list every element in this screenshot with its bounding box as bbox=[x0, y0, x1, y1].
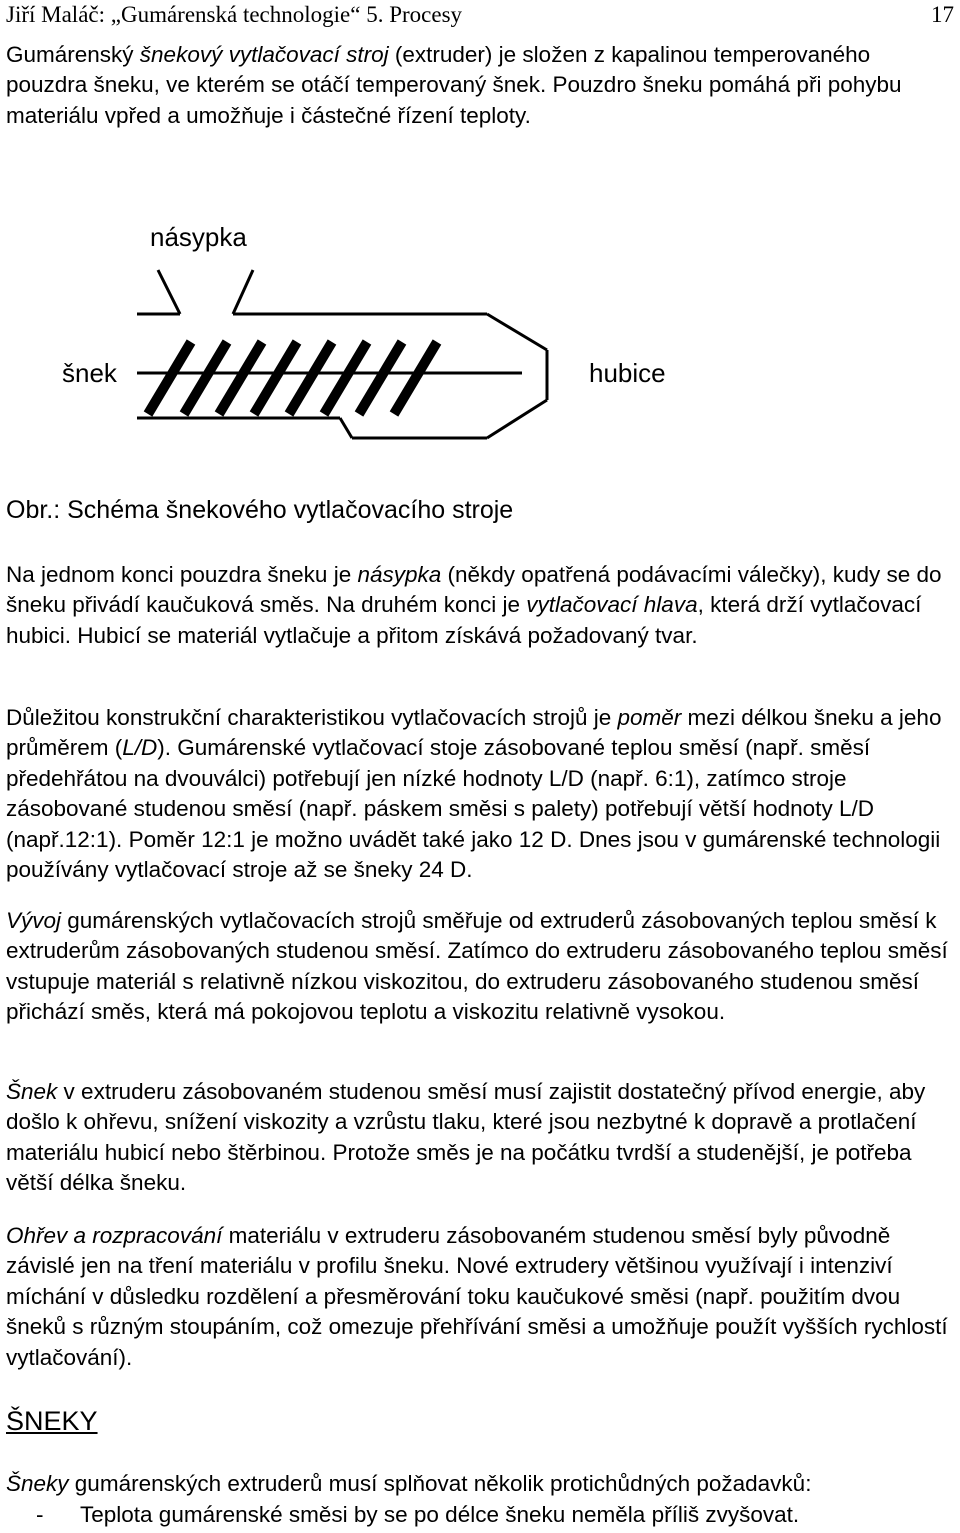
p2-text: mezi délkou šneku a jeho průměrem ( bbox=[6, 705, 942, 761]
p1-text: Na jednom konci pouzdra šneku je bbox=[6, 562, 358, 587]
p1-emphasis-head: vytlačovací hlava bbox=[526, 592, 698, 618]
intro-emphasis-extruder: šnekový vytlačovací stroj bbox=[139, 42, 389, 67]
paragraph-ld-ratio bbox=[6, 703, 954, 885]
p5-text: materiálu v extruderu zásobovaném studenou směsí byly původně závislé jen na tření materiálu v profilu šneku. Nové extrudery většinou využívají i intenziví míchání v důsledku rozdělení a přesměrování toku kaučukové směsi (např. použitím dvou šneků s různým stoupáním, což omezuje přehřívání směsi a umožňuje použít vyšších rychlostí vytlačování). bbox=[6, 1223, 948, 1370]
paragraph-screw-energy bbox=[6, 1077, 954, 1199]
p2-text: ). Gumárenské vytlačovací stoje zásobované teplou směsí (např. směsí předehřátou na dvouválci) potřebují jen nízké hodnoty L/D (např. 6:1), zatímco stroje zásobované studenou směsí (např. páskem směsi s palety) potřebují větší hodnoty L/D (např.12:1). Poměr 12:1 je možno uvádět také jako 12 D. Dnes jsou v gumárenské technologii používány vytlačovací stroje až se šneky 24 D. bbox=[6, 735, 941, 883]
p1-text: , která drží vytlačovací hubici. Hubicí se materiál vytlačuje a přitom získává požadovaný tvar. bbox=[6, 592, 922, 648]
die-top-taper bbox=[487, 314, 547, 350]
p2-emphasis-ratio: poměr bbox=[617, 705, 682, 730]
page-number: 17 bbox=[931, 2, 954, 27]
figure-caption: Obr.: Schéma šnekového vytlačovacího stroje bbox=[6, 496, 514, 524]
header-title: Jiří Maláč: „Gumárenská technologie“ 5. Procesy bbox=[6, 2, 463, 27]
p4-text: v extruderu zásobovaném studenou směsí musí zajistit dostatečný přívod energie, aby došlo k ohřevu, snížení viskozity a vzrůstu tlaku, které jsou nezbytné k dopravě a protlačení materiálu hubicí nebo štěrbinou. Protože směs je na počátku tvrdší a studenější, je potřeba větší délka šneku. bbox=[6, 1079, 926, 1196]
hopper-right-wall bbox=[233, 270, 253, 314]
p5-emphasis-heating: Ohřev a rozpracování bbox=[6, 1223, 223, 1248]
intro-text-2: (extruder) je složen z kapalinou temperovaného pouzdra šneku, ve kterém se otáčí temperovaný šnek. Pouzdro šneku pomáhá při pohybu materiálu vpřed a umožňuje i částečné řízení teploty. bbox=[6, 42, 902, 128]
paragraph-development bbox=[6, 906, 954, 1028]
hopper-left-wall bbox=[158, 270, 180, 314]
bullet-text: Teplota gumárenské směsi by se po délce šneku neměla příliš zvyšovat. bbox=[80, 1502, 800, 1527]
label-die: hubice bbox=[589, 358, 666, 388]
p6-emphasis-screws: Šneky bbox=[6, 1471, 69, 1496]
paragraph-hopper-die bbox=[6, 560, 954, 651]
p1-emphasis-hopper: násypka bbox=[357, 562, 442, 587]
p1-text: (někdy opatřená podávacími válečky), kudy se do šneku přivádí kaučuková směs. Na druhém konci je bbox=[6, 562, 942, 618]
paragraph-heating bbox=[6, 1221, 954, 1373]
intro-paragraph bbox=[6, 40, 954, 131]
label-screw: šnek bbox=[62, 358, 117, 388]
label-hopper: násypka bbox=[150, 222, 247, 252]
section-heading: ŠNEKY bbox=[6, 1406, 98, 1436]
extruder-diagram bbox=[0, 200, 960, 490]
barrel-bottom-step bbox=[340, 418, 352, 438]
die-bottom-taper bbox=[487, 400, 547, 438]
intro-text-1: Gumárenský bbox=[6, 42, 140, 67]
p3-emphasis-development: Vývoj bbox=[6, 908, 62, 933]
p3-text: gumárenských vytlačovacích strojů směřuje od extruderů zásobovaných teplou směsí k extruderům zásobovaných studenou směsí. Zatímco do extruderu zásobovaného teplou směsí vstupuje materiál s relativně nízkou viskozitou, do extruderu zásobovaného studenou směsí přichází směs, která má pokojovou teplotu a viskozitu relativně vysokou. bbox=[6, 908, 948, 1025]
p2-text: Důležitou konstrukční charakteristikou vytlačovacích strojů je bbox=[6, 705, 618, 730]
page-header bbox=[6, 0, 954, 30]
p4-emphasis-screw: Šnek bbox=[6, 1079, 58, 1104]
bullet-dash: - bbox=[36, 1502, 44, 1527]
p2-emphasis-ld: L/D bbox=[122, 735, 158, 761]
paragraph-screw-requirements bbox=[6, 1469, 954, 1499]
screw-flight bbox=[148, 342, 191, 414]
extruder-schematic-svg bbox=[0, 200, 960, 490]
p6-text: gumárenských extruderů musí splňovat několik protichůdných požadavků: bbox=[68, 1471, 812, 1496]
